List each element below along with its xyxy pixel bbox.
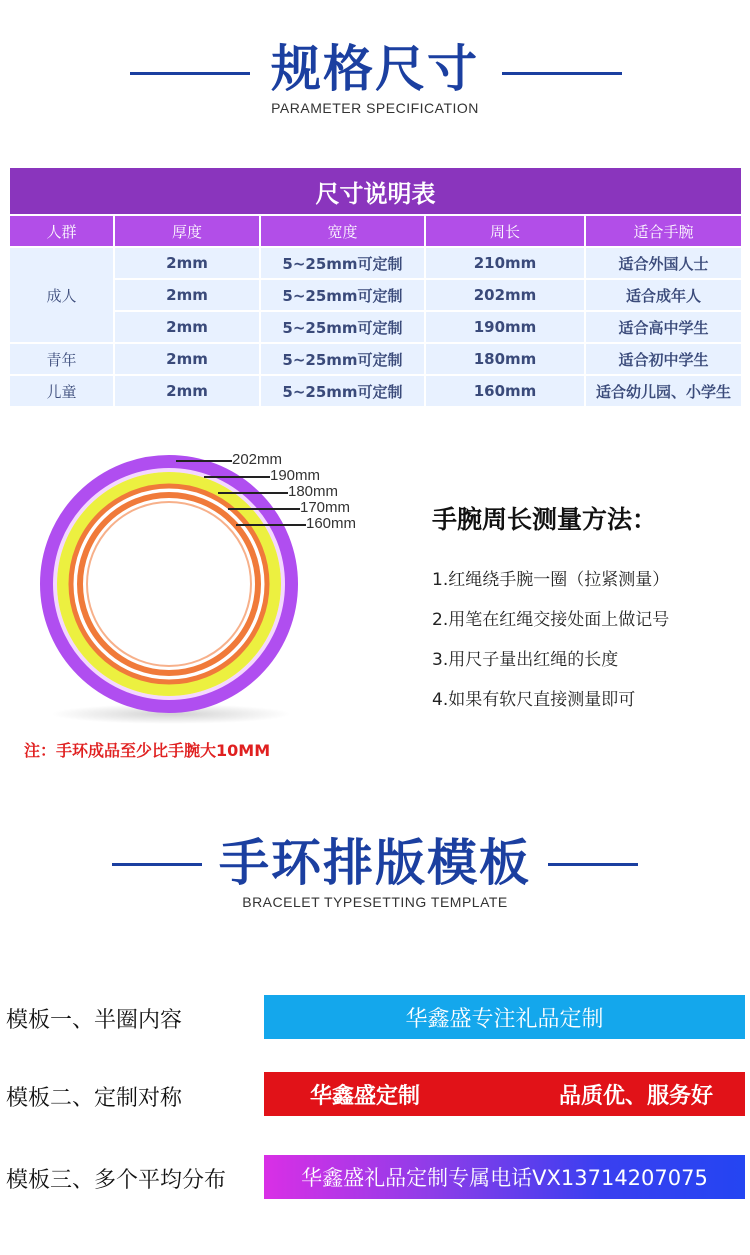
measure-method-steps <box>432 568 669 728</box>
header-group: 人群 <box>9 215 114 247</box>
section-subtitle: BRACELET TYPESETTING TEMPLATE <box>242 894 508 910</box>
ring-innermost <box>87 502 251 666</box>
header-fit: 适合手腕 <box>585 215 742 247</box>
cell-width: 5~25mm可定制 <box>260 247 425 279</box>
cell-fit: 适合初中学生 <box>585 343 742 375</box>
template-bar-text: 华鑫盛专注礼品定制 <box>405 1006 604 1032</box>
cell-perimeter: 202mm <box>425 279 585 311</box>
table-row <box>9 343 742 375</box>
cell-fit: 适合外国人士 <box>585 247 742 279</box>
ring-label-202: 202mm <box>232 451 283 468</box>
cell-thickness: 2mm <box>114 311 260 343</box>
bracelet-rings-illustration <box>36 446 376 736</box>
title-rule-right <box>502 72 622 75</box>
cell-width: 5~25mm可定制 <box>260 375 425 407</box>
group-child: 儿童 <box>9 375 114 407</box>
table-row <box>9 375 742 407</box>
template-bar-symmetric <box>264 1072 745 1116</box>
group-adult: 成人 <box>9 247 114 343</box>
section-spec-header <box>0 40 750 116</box>
pointer-160 <box>236 524 306 526</box>
measure-step: 3.用尺子量出红绳的长度 <box>432 650 619 670</box>
page-title: 规格尺寸 <box>271 40 479 98</box>
pointer-190 <box>204 476 270 478</box>
measure-step: 2.用笔在红绳交接处面上做记号 <box>432 610 670 630</box>
ring-purple <box>47 462 291 706</box>
measure-method-title: 手腕周长测量方法： <box>432 505 658 534</box>
table-caption: 尺寸说明表 <box>9 167 742 215</box>
cell-perimeter: 210mm <box>425 247 585 279</box>
section-title: 手环排版模板 <box>219 834 531 892</box>
cell-fit: 适合高中学生 <box>585 311 742 343</box>
ring-yellow <box>65 480 273 688</box>
pointer-180 <box>218 492 288 494</box>
pointer-170 <box>228 508 300 510</box>
ring-label-160: 160mm <box>306 515 357 532</box>
table-row <box>9 247 742 279</box>
cell-width: 5~25mm可定制 <box>260 343 425 375</box>
ring-orange-inner <box>80 495 258 673</box>
cell-thickness: 2mm <box>114 375 260 407</box>
template-bar-distributed <box>264 1155 745 1199</box>
template-label-1: 模板一、半圈内容 <box>6 1008 183 1033</box>
cell-width: 5~25mm可定制 <box>260 311 425 343</box>
page-subtitle: PARAMETER SPECIFICATION <box>271 100 479 116</box>
template-bar-text-left: 华鑫盛定制 <box>310 1083 421 1109</box>
ring-label-190: 190mm <box>270 467 321 484</box>
size-table <box>8 166 743 408</box>
title-rule-left <box>112 863 202 866</box>
title-rule-left <box>130 72 250 75</box>
cell-thickness: 2mm <box>114 247 260 279</box>
cell-thickness: 2mm <box>114 279 260 311</box>
measure-step: 1.红绳绕手腕一圈（拉紧测量） <box>432 570 670 590</box>
ring-label-170: 170mm <box>300 499 351 516</box>
cell-fit: 适合幼儿园、小学生 <box>585 375 742 407</box>
measure-step: 4.如果有软尺直接测量即可 <box>432 690 636 710</box>
header-thickness: 厚度 <box>114 215 260 247</box>
template-label-3: 模板三、多个平均分布 <box>6 1168 227 1193</box>
cell-thickness: 2mm <box>114 343 260 375</box>
cell-perimeter: 180mm <box>425 343 585 375</box>
section-template-header <box>0 834 750 910</box>
header-width: 宽度 <box>260 215 425 247</box>
cell-perimeter: 160mm <box>425 375 585 407</box>
header-perimeter: 周长 <box>425 215 585 247</box>
cell-width: 5~25mm可定制 <box>260 279 425 311</box>
table-row <box>9 279 742 311</box>
template-bar-half-circle <box>264 995 745 1039</box>
size-note: 注：手环成品至少比手腕大10MM <box>24 741 271 760</box>
cell-perimeter: 190mm <box>425 311 585 343</box>
ring-orange-outer <box>71 486 267 682</box>
template-bar-text: 华鑫盛礼品定制专属电话VX13714207075 <box>301 1166 708 1190</box>
title-rule-right <box>548 863 638 866</box>
group-youth: 青年 <box>9 343 114 375</box>
template-label-2: 模板二、定制对称 <box>6 1086 183 1111</box>
table-row <box>9 311 742 343</box>
ring-label-180: 180mm <box>288 483 339 500</box>
cell-fit: 适合成年人 <box>585 279 742 311</box>
template-bar-text-right: 品质优、服务好 <box>558 1083 713 1109</box>
ring-purple-inner-edge <box>55 470 283 698</box>
pointer-202 <box>176 460 232 462</box>
